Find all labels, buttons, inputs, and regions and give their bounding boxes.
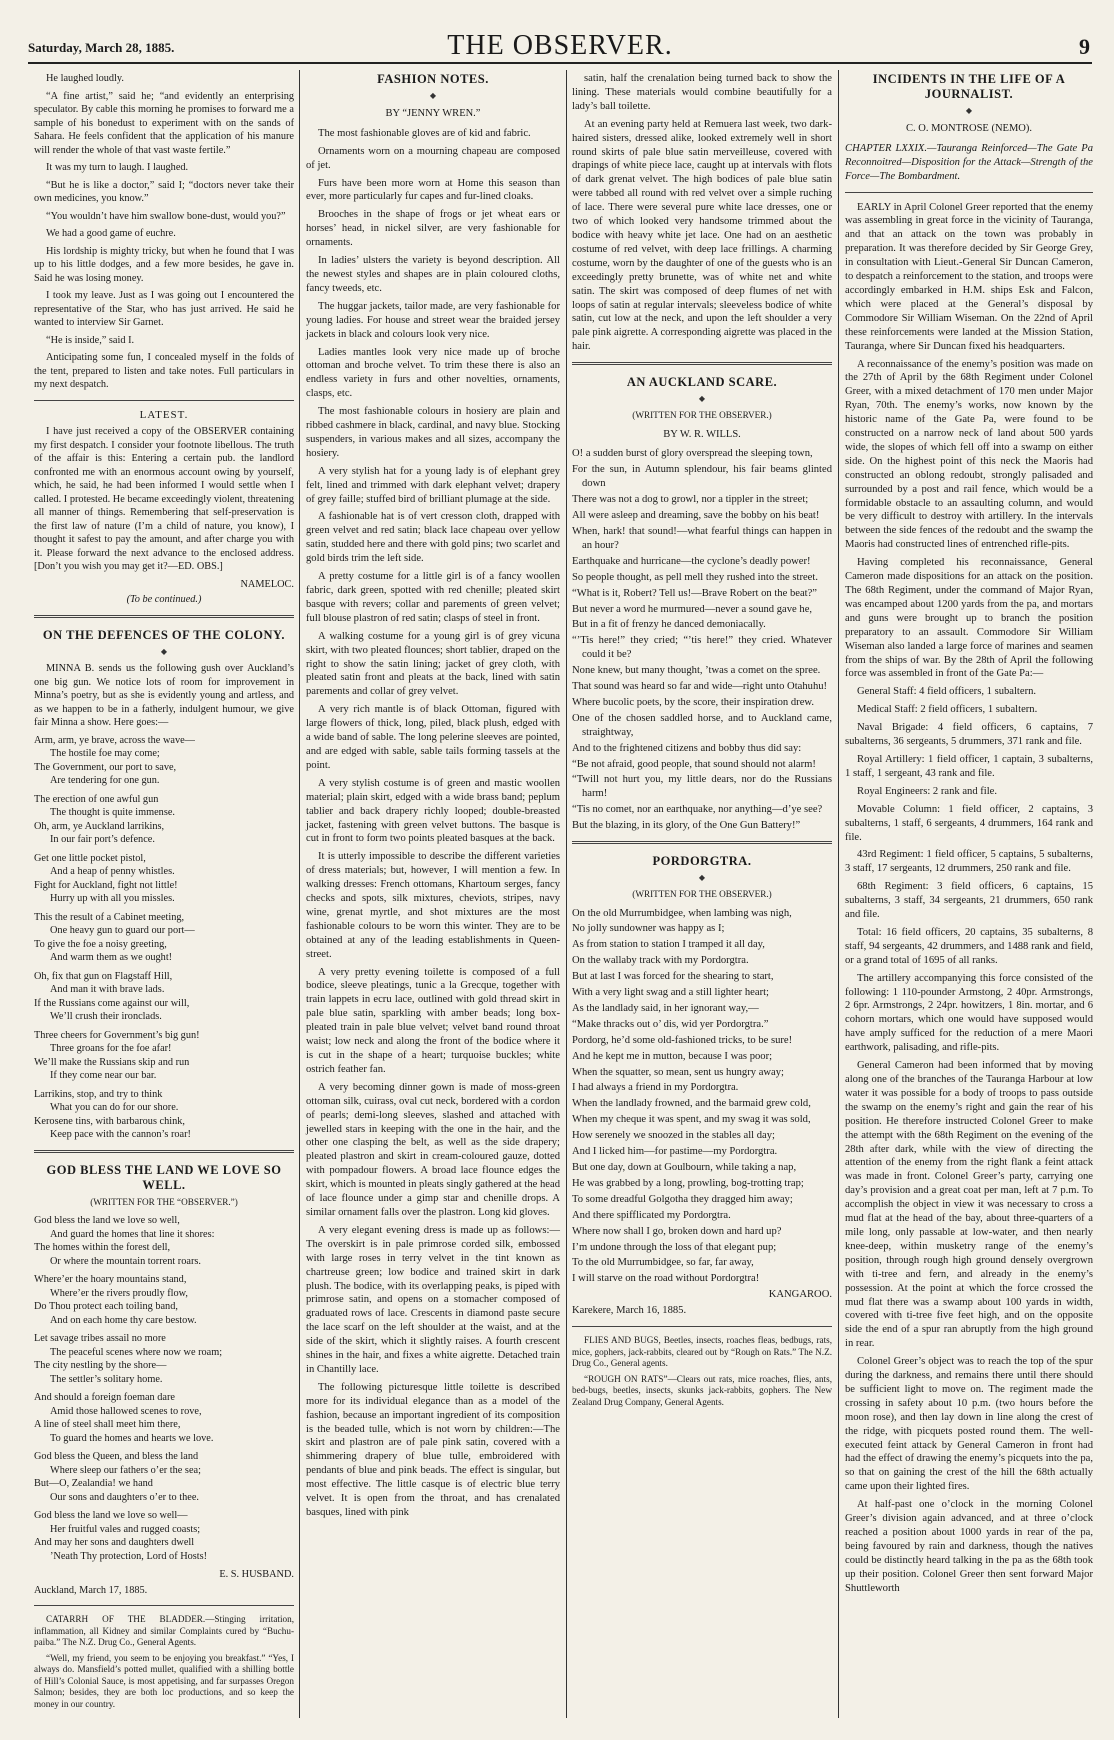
poem-line: Get one little pocket pistol,	[34, 852, 146, 864]
poem-line: Her fruitful vales and rugged coasts;	[50, 1523, 201, 1535]
poem-line: “Twill not hurt you, my little dears, nor do the Russians harm!	[572, 774, 832, 800]
poem-line: And on each home thy care bestow.	[50, 1314, 197, 1326]
latest-text: I have just received a copy of the OBSERVER containing my first despatch. I consider your footnote libellous. The truth of the affair is this: Entering a certain pub. the landlord confronted me with an enormous account owing by yourself, which, he said, he had been informed I would settle when I called. I protested. He became exceedingly violent, threatening all manner of things. Remembering that self-preservation is the first law of nature (I’m a child of nature, you know), I thought it safest to pay the amount, and after charge you with it. Please forward the next advance to the enclosed address. [Don’t you wish you may get it?—ED. OBS.]	[34, 426, 294, 572]
column-4	[845, 72, 1093, 1600]
paragraph: A pretty costume for a little girl is of a fancy woollen fabric, dark green, spotted with red chenille; pleated skirt basque with revers; collar and parements of green velvet; full blouse plastron of red satin; clasps of steel in front.	[306, 571, 560, 624]
poem-line: Where bucolic poets, by the score, their inspiration drew.	[572, 696, 815, 708]
poem-line: And man it with brave lads.	[50, 984, 165, 995]
poem-line: God bless the Queen, and bless the land	[34, 1451, 199, 1462]
stanza	[34, 1273, 294, 1327]
fashion-heading: FASHION NOTES.	[377, 72, 489, 86]
paragraph: A walking costume for a young girl is of grey vicuna skirt, with two pleated flounces; short tablier, draped on the right to show the satin lining; jacket of grey cloth, with pleated satin front and pleats at the back, lined with satin parements and collar of grey velvet.	[306, 630, 560, 698]
poem-line: So people thought, as pell mell they rushed into the street.	[572, 571, 818, 583]
poem-line: When the squatter, so mean, sent us hungry away;	[572, 1066, 784, 1078]
paragraph: The artillery accompanying this force consisted of the following: 1 110-pounder Armstong, 2 40pr. Armstrongs, 2 6pr. Armstrongs, 2 24pr. howitzers, 1 8in. mortar, and 6 cohorn mortars, which one would have supposed would have amply sufficed for the reduction of a mere Maori earthwork, palisading, and rifle-pits.	[845, 972, 1093, 1054]
pordorgtra-byline: (WRITTEN FOR THE OBSERVER.)	[632, 889, 772, 899]
column-2	[306, 72, 560, 1524]
poem-line: And should a foreign foeman dare	[34, 1392, 175, 1403]
poem-line: When the landlady frowned, and the barmaid grew cold,	[572, 1098, 811, 1110]
poem-line: As from station to station I tramped it all day,	[572, 939, 765, 951]
poem-line: The city nestling by the shore—	[34, 1360, 167, 1371]
poem-line: Are tendering for one gun.	[50, 775, 160, 786]
poem-line: “Make thracks out o’ dis, wid yer Pordorgtra.”	[572, 1018, 769, 1030]
stanza	[34, 1509, 294, 1563]
paragraph: In ladies’ ulsters the variety is beyond description. All the newest styles and shapes are in plain coloured cloths, fancy tweeds, etc.	[306, 255, 560, 294]
poem-line: I will starve on the road without Pordorgtra!	[572, 1273, 760, 1285]
paragraph: FLIES AND BUGS, Beetles, insects, roaches fleas, bedbugs, rats, mice, gophers, jack-rabbits, cleared out by “Rough on Rats.” The N.Z. Drug Co., General agents.	[572, 1335, 832, 1369]
poem-line: What you can do for our shore.	[50, 1102, 179, 1113]
poem-line: Three groans for the foe afar!	[50, 1043, 172, 1054]
journalist-author: C. O. MONTROSE (NEMO).	[906, 122, 1032, 134]
poem-line: As the landlady said, in her ignorant way,—	[572, 1002, 759, 1014]
poem-line: Where now shall I go, broken down and hard up?	[572, 1225, 782, 1237]
poem-line: God bless the land we love so well,	[34, 1215, 180, 1226]
godbless-byline: (WRITTEN FOR THE “OBSERVER.”)	[90, 1196, 238, 1207]
ornament: ◆	[698, 394, 706, 404]
paragraph: We had a good game of euchre.	[46, 228, 176, 239]
poem-line: If the Russians come against our will,	[34, 997, 190, 1009]
poem-line: On the old Murrumbidgee, when lambing was nigh,	[572, 907, 792, 919]
poem-line: Our sons and daughters o’er to thee.	[50, 1491, 199, 1503]
divider	[845, 192, 1093, 193]
poem-line: Pordorg, he’d some old-fashioned tricks, to be sure!	[572, 1034, 793, 1046]
column-rule	[838, 70, 839, 1718]
poem-line: He was grabbed by a long, prowling, bog-trotting trap;	[572, 1177, 804, 1189]
poem-line: And guard the homes that line it shores:	[50, 1228, 215, 1240]
poem-line: And there spifflicated my Pordorgtra.	[572, 1209, 731, 1221]
stanza	[34, 1029, 294, 1083]
poem-line: Where sleep our fathers o’er the sea;	[50, 1464, 201, 1476]
journalist-text	[845, 201, 1093, 682]
poem-line: ’Neath Thy protection, Lord of Hosts!	[50, 1550, 208, 1562]
paragraph: The following picturesque little toilette is described more for its individual elegance than as a model of the fashion, because an important ingredient of its composition is the beaded tulle, which is not worn by children:—The skirt and plastron are of pale pink satin, covered with a shimmering drapery of blue tulle, embroidered with pendants of blue and pink beads. The effect is singular, but most effective. The little casque is of electric blue terry velvet. It is open from the throat, and has crenalated basques, lined with pink	[306, 1381, 560, 1518]
poem-line: All were asleep and dreaming, save the bobby on his beat!	[572, 510, 820, 522]
poem-line: The peaceful scenes where now we roam;	[50, 1346, 223, 1358]
poem-line: How serenely we snoozed in the stables all day;	[572, 1130, 775, 1142]
paragraph: Colonel Greer’s object was to reach the top of the spur during the darkness, and remains there until there should be sufficient light to move on. The regiment made the crossing in safety about 10 p.m. (two hours before the moon rose), and then lay down in line along the crest of the ridge, with picquets posted round them. The well-executed feint attack by General Cameron in front had had the effect of drawing the enemy’s picquets into the pa, so that on gaining the crest of the hill the 68th actually came upon their lighted fires.	[845, 1356, 1093, 1493]
column-3	[572, 72, 832, 1412]
poem-line: When, hark! that sound!—what fearful things can happen in an hour?	[572, 525, 832, 551]
stanza	[34, 734, 294, 788]
defences-heading: ON THE DEFENCES OF THE COLONY.	[42, 627, 286, 642]
poem-line: But at last I was forced for the shearing to start,	[572, 971, 774, 983]
latest-heading: LATEST.	[139, 408, 189, 421]
poem-line: And I licked him—for pastime—my Pordorgtra.	[572, 1146, 778, 1158]
latest-signature: NAMELOC.	[240, 578, 294, 590]
stanza	[34, 1088, 294, 1142]
divider	[572, 841, 832, 844]
masthead	[28, 28, 1092, 64]
divider	[34, 1150, 294, 1153]
paragraph: A very stylish hat for a young lady is of elephant grey felt, lined and trimmed with dark elephant velvet; drapery of grey faille; stuffed bird of brilliant plumage at the side.	[306, 465, 560, 505]
pordorgtra-poem	[572, 907, 832, 1287]
poem-line: “’Tis here!” they cried; “’tis here!” they cried. Whatever could it be?	[572, 635, 832, 661]
poem-line: And a heap of penny whistles.	[50, 866, 175, 877]
column-rule	[299, 70, 300, 1718]
poem-line: But never a word he murmured—never a sound gave he,	[572, 603, 813, 615]
poem-line: The hostile foe may come;	[50, 748, 160, 759]
poem-line: To give the foe a noisy greeting,	[34, 938, 167, 950]
poem-line: In our fair port’s defence.	[50, 834, 155, 845]
paragraph: General Staff: 4 field officers, 1 subaltern.	[857, 686, 1037, 698]
paragraph: Movable Column: 1 field officer, 2 captains, 3 subalterns, 1 staff, 6 sergeants, 4 drummers, 164 rank and file.	[845, 803, 1093, 843]
paragraph: At an evening party held at Remuera last week, two dark-haired sisters, dressed alike, looked extremely well in short round skirts of pale blue satin merveilleuse, covered with drapings of white piece lace, caught up at intervals with flots of dark grenat velvet. The high bodices of pale blue satin were tabbed all round with red velvet over a simple ruching of lace. There were several pure white lace dresses, one or two of which looked very handsome trimmed about the bodice with heavy white jet lace. One had on an aesthetic costume of red velvet, with deep lace frillings. A charming costume, worn by the daughter of one of the guests who is an exceedingly pretty brunette, was of white net and white satin. The skirt was composed of deep flumes of net with loops of satin at regular intervals; sleeveless bodice of white satin, cut low at the neck, and upon the left shoulder a very pale pink aigrette. A corresponding aigrette was placed in the hair.	[572, 118, 832, 353]
stanza	[34, 1450, 294, 1504]
poem-line: Earthquake and hurricane—the cyclone’s deadly power!	[572, 555, 811, 567]
stanza	[34, 911, 294, 965]
pordorgtra-place: Karekere, March 16, 1885.	[572, 1305, 687, 1317]
poem-line: To the old Murrumbidgee, so far, far away,	[572, 1257, 754, 1269]
paragraph: It was my turn to laugh. I laughed.	[46, 162, 189, 173]
poem-line: None knew, but many thought, ’twas a comet on the spree.	[572, 665, 821, 677]
story-continuation	[34, 72, 294, 392]
poem-line: To some dreadful Golgotha they dragged him away;	[572, 1193, 793, 1205]
poem-line: “Be not afraid, good people, that sound should not alarm!	[572, 758, 816, 770]
scare-author: BY W. R. WILLS.	[663, 428, 741, 440]
paragraph: “But he is like a doctor,” said I; “doctors never take their own medicines, you know.”	[34, 179, 294, 204]
paragraph: 43rd Regiment: 1 field officer, 5 captains, 5 subalterns, 3 staff, 17 sergeants, 12 drummers, 250 rank and file.	[845, 849, 1093, 875]
poem-line: No jolly sundowner was happy as I;	[572, 923, 725, 935]
divider	[572, 1326, 832, 1327]
journalist-heading: INCIDENTS IN THE LIFE OF A JOURNALIST.	[872, 72, 1066, 101]
poem-line: If they come near our bar.	[50, 1070, 157, 1081]
poem-line: When my cheque it was spent, and my swag it was sold,	[572, 1114, 811, 1126]
scare-byline: (WRITTEN FOR THE OBSERVER.)	[632, 410, 772, 421]
paragraph: Having completed his reconnaissance, General Cameron made dispositions for an attack on the position. The 68th Regiment, under the command of Major Ryan, was encamped about 1200 yards from the pa, and mortars and guns were brought up to branch the position preparatory to an assault. Commodore Sir William Wiseman also landed a large force of marines and seamen from the ships of war. By the 28th of April the following force was assembled in front of the Gate Pa:—	[845, 557, 1093, 680]
fashion-byline: BY “JENNY WREN.”	[385, 107, 481, 119]
poem-line: That sound was heard so far and wide—right unto Otahuhu!	[572, 681, 828, 693]
paragraph: “You wouldn’t have him swallow bone-dust, would you?”	[46, 210, 286, 222]
paragraph: Furs have been more worn at Home this season than ever, more particularly fur capes and fur-lined cloaks.	[306, 177, 560, 203]
stanza	[34, 852, 294, 906]
godbless-place: Auckland, March 17, 1885.	[34, 1584, 148, 1596]
ornament: ◆	[160, 646, 168, 656]
poem-line: The erection of one awful gun	[34, 793, 159, 805]
paragraph: A reconnaissance of the enemy’s position was made on the 27th of April by the 68th Regiment under Colonel Greer, with a mixed detachment of 170 men under Major Ryan, 70th. The enemy’s works, now known by the historic name of the Gate Pa, were found to be constructed on a narrow neck of land about 500 yards wide, the slopes of which fell off into a swamp on either side. On the highest point of this neck the Maoris had constructed an oblong redoubt, strongly palisaded and surrounded by a post and rail fence, which would be a formidable obstacle to an assaulting column, and would be very difficult to destroy with artillery. In the intervals between the side fences of the redoubt and the swamp the Maoris had constructed lines of entrenched rifle-pits.	[845, 358, 1093, 551]
issue-date: Saturday, March 28, 1885.	[28, 40, 175, 55]
poem-line: The settler’s solitary home.	[50, 1373, 163, 1385]
poem-line: Let savage tribes assail no more	[34, 1333, 166, 1344]
fashion-continuation	[572, 72, 832, 354]
poem-line: Hurry up with all you missles.	[50, 893, 175, 904]
continued-note: (To be continued.)	[126, 594, 202, 605]
paragraph: Royal Engineers: 2 rank and file.	[857, 785, 998, 797]
ornament: ◆	[698, 873, 706, 883]
paragraph: Anticipating some fun, I concealed myself in the folds of the tent, prepared to listen and take notes. Full particulars in my next despatch.	[34, 352, 294, 390]
poem-line: Keep pace with the cannon’s roar!	[50, 1129, 191, 1140]
paragraph: General Cameron had been informed that by moving along one of the branches of the Tauranga Harbour at low water it was possible for a body of troops to pass outside the swamp on the enemy’s right and gain the rear of his position. He therefore instructed Colonel Greer to make the attempt with the 68th Regiment on the evening of the 28th after dark, while with the view of directing the attention of the enemy from the right flank a feint attack was made in front. Colonel Greer’s party, carrying one day’s provision and a great coat per man, left at 7 p.m. To accomplish the object in view it was necessary to cross a mud flat at the head of the bay, about three-quarters of a mile long, only passable at low-water, and then nearly knee-deep, within musketry range of the enemy’s position, through rough high ground densely overgrown with ti-tree and fern, and already in the enemy’s possession. At the point at which the force crossed the mud flat there was a swamp about 100 yards in width, covered with ti-tree five feet high, and on the opposite side the end of a spur ran abruptly from the high ground in rear.	[845, 1060, 1093, 1350]
paragraph: It is utterly impossible to describe the different varieties of dress materials; but, however, I will mention a few. In walking dresses: French ottomans, Khartoum serges, fancy checks and spots, silk mixtures, cheviots, stripes, navy wine, grenat myrtle, and shot mixtures are the most fashionable colours to be worn this winter. They are to be obtained at any of the leading establishments in Queen-street.	[306, 851, 560, 960]
poem-line: The thought is quite immense.	[50, 807, 175, 818]
paragraph: 68th Regiment: 3 field officers, 6 captains, 15 subalterns, 3 staff, 34 sergeants, 21 drummers, 650 rank and file.	[845, 881, 1093, 921]
paragraph: Royal Artillery: 1 field officer, 1 captain, 3 subalterns, 1 staff, 1 sergeant, 43 rank and file.	[845, 753, 1093, 779]
pordorgtra-signature: KANGAROO.	[768, 1289, 832, 1301]
paragraph: A very becoming dinner gown is made of moss-green ottoman silk, cuirass, oval cut neck, bordered with a cordon of pearls; demi-long sleeves, slashed and attached with jewelled stars in keeping with the one in the hair, and the other one clasping the belt, as well as the side drapery; pleated plastron and skirt in cream-coloured gauze, dotted with pompadour flowers. A broad lace flounce edges the skirt, which is mounted in pleats singly gathered at the head of lace flounce under a gimp star and chenille drops. A similar ornament falls over the plastron. Long kid gloves.	[306, 1081, 560, 1218]
poem-line: We’ll crush their ironclads.	[50, 1011, 162, 1022]
poem-line: There was not a dog to growl, nor a tippler in the street;	[572, 494, 809, 506]
stanza	[34, 1391, 294, 1445]
paragraph: “He is inside,” said I.	[46, 334, 135, 346]
poem-line: This the result of a Cabinet meeting,	[34, 911, 185, 923]
poem-line: We’ll make the Russians skip and run	[34, 1056, 190, 1068]
fashion-notes	[306, 127, 560, 1520]
advertisements	[572, 1335, 832, 1408]
godbless-heading: GOD BLESS THE LAND WE LOVE SO WELL.	[46, 1162, 282, 1192]
defences-intro: MINNA B. sends us the following gush over Auckland’s one big gun. We notice lots of room for improvement in Minna’s poetry, but as she is evidently young and artless, and as we happen to be in a fatherly, indulgent humour, we give fair Minna a show. Here goes:—	[34, 663, 294, 728]
poem-line: O! a sudden burst of glory overspread the sleeping town,	[572, 448, 813, 460]
paragraph: I took my leave. Just as I was going out I encountered the representative of the Star, who has just arrived. He said he wanted to interview Sir Garnet.	[34, 290, 294, 328]
scare-heading: AN AUCKLAND SCARE.	[626, 375, 778, 390]
poem-line: With a very light swag and a still lighter heart;	[572, 987, 769, 999]
poem-line: And to the frightened citizens and bobby thus did say:	[572, 742, 802, 754]
divider	[34, 1605, 294, 1606]
poem-line: I’m undone through the loss of that elegant pup;	[572, 1241, 777, 1253]
paragraph: CATARRH OF THE BLADDER.—Stinging irritation, inflammation, all Kidney and similar Complaints cured by “Buchu-paiba.” The N.Z. Drug Co., General Agents.	[34, 1614, 294, 1647]
paragraph: satin, half the crenalation being turned back to show the lining. These materials would combine beautifully for a lady’s ball toilette.	[572, 73, 832, 112]
column-1	[34, 72, 294, 1714]
paragraph: “A fine artist,” said he; “and evidently an enterprising speculator. By cable this morning he promises to forward me a sample of his bonedust to experiment with on the sands of Sahara. He feels confident that the application of his manure will render the whole of that vast waste fertile.”	[34, 90, 294, 156]
poem-line: Amid those hallowed scenes to rove,	[50, 1405, 202, 1417]
page-number: 9	[1079, 34, 1090, 59]
poem-line: One of the chosen saddled horse, and to Auckland came, straightway,	[572, 712, 832, 738]
poem-line: Fight for Auckland, fight not little!	[34, 879, 178, 891]
scare-poem	[572, 447, 832, 833]
paragraph: The most fashionable colours in hosiery are plain and ribbed cashmere in black, cardinal, and navy blue. Stocking suspenders, in various makes and all sizes, accompany the hosiery.	[306, 406, 560, 459]
stanza	[34, 793, 294, 847]
paragraph: His lordship is mighty tricky, but when he found that I was up to his little dodges, and a few more besides, he gave in. Said he was losing money.	[34, 245, 294, 284]
poem-line: Kerosene tins, with barbarous chink,	[34, 1115, 185, 1127]
poem-line: For the sun, in Autumn splendour, his fair beams glinted down	[572, 464, 832, 490]
poem-line: Where’er the hoary mountains stand,	[34, 1274, 187, 1285]
paragraph: “ROUGH ON RATS”—Clears out rats, mice roaches, flies, ants, bed-bugs, beetles, insects, skunks jack-rabbits, gophers. The New Zealand Drug Company, General Agents.	[572, 1373, 832, 1407]
poem-line: And he kept me in mutton, because I was poor;	[572, 1050, 773, 1062]
paragraph: The huggar jackets, tailor made, are very fashionable for young ladies. For house and street wear the braided jersey jackets in black and colours look very nice.	[306, 300, 560, 340]
poem-line: Do Thou protect each toiling band,	[34, 1301, 178, 1312]
paragraph: A very elegant evening dress is made up as follows:—The overskirt is in pale primrose corded silk, embossed with large roses in terry velvet in the tint known as chartreuse green; low bodice and trained skirt in dark plush. The bodice, with its overlapping peaks, is piped with primrose satin, and opens on a stomacher composed of graduated rows of lace. Crescents in diamond paste secure the lace scarf on the left shoulder at the waist, and at the side of the skirt, which it slightly raises. A fourth crescent shines in the hair, and fixes a white aigrette. Detached train in Chantilly lace.	[306, 1224, 560, 1375]
poem-line: One heavy gun to guard our port—	[50, 925, 195, 936]
poem-line: And warm them as we ought!	[50, 952, 173, 963]
poem-line: “Tis no comet, nor an earthquake, nor anything—d’ye see?	[572, 804, 823, 816]
poem-line: Oh, arm, ye Auckland larrikins,	[34, 820, 165, 832]
poem-line: God bless the land we love so well—	[34, 1510, 188, 1521]
paragraph: Brooches in the shape of frogs or jet wheat ears or horses’ head, in nickel silver, are very fashionable for ornaments.	[306, 209, 560, 249]
poem-line: To guard the homes and hearts we love.	[50, 1432, 214, 1444]
advertisements	[34, 1614, 294, 1710]
paragraph: Ladies mantles look very nice made up of broche ottoman and broche velvet. To trim these there is also an endless variety in furs and other novelties, ornaments, clasps, etc.	[306, 346, 560, 400]
stanza	[34, 970, 294, 1024]
poem-line: Arm, arm, ye brave, across the wave—	[34, 734, 195, 746]
ornament: ◆	[429, 91, 437, 100]
paragraph: “Well, my friend, you seem to be enjoying you breakfast.” “Yes, I always do. Mansfield’s potted mullet, qualified with a shilling bottle of Hill’s Colonial Sauce, is most appetising, and far surpasses Oregon Salmon; besides, they are both loc productions, and so keep the money in our country.	[34, 1652, 294, 1709]
stanza	[34, 1332, 294, 1386]
paragraph: He laughed loudly.	[46, 73, 124, 84]
poem-line: Three cheers for Government’s big gun!	[34, 1029, 200, 1041]
divider	[34, 400, 294, 401]
paragraph: At half-past one o’clock in the morning Colonel Greer’s division again advanced, and at three o’clock reached a position about 1000 yards in rear of the pa, being favoured by rain and darkness, though the natives could be distinctly heard talking in the pa as the 68th took up their position. Colonel Greer then sent forward Major Shuttleworth	[845, 1499, 1093, 1594]
poem-line: Where’er the rivers proudly flow,	[50, 1287, 188, 1299]
journalist-text-continued	[845, 972, 1093, 1596]
poem-line: But in a fit of frenzy he danced demoniacally.	[572, 619, 766, 631]
stanza	[34, 1214, 294, 1268]
paragraph: EARLY in April Colonel Greer reported that the enemy was assembling in great force in the vicinity of Tauranga, and that an attack on the town was probably in preparation. It was therefore decided by Sir George Grey, in consultation with Lieut.-General Sir Duncan Cameron, to despatch a reinforcement to the station, and troops were accordingly embarked in H.M. ships Esk and Falcon, which were placed at the General’s disposal by Commodore Sir William Wiseman. On the 22nd of April these reinforcements were landed at the Mission Station, Tauranga, where Sir Duncan fixed his headquarters.	[845, 201, 1093, 352]
poem-line: I had always a friend in my Pordorgtra.	[572, 1082, 739, 1094]
poem-line: “What is it, Robert? Tell us!—Brave Robert on the beat?”	[572, 587, 817, 599]
poem-line: And may her sons and daughters dwell	[34, 1537, 195, 1548]
poem-line: A line of steel shall meet him there,	[34, 1419, 181, 1430]
paragraph: Total: 16 field officers, 20 captains, 35 subalterns, 8 staff, 94 sergeants, 42 drummers, and 1488 rank and field, or a grand total of 1695 of all ranks.	[845, 926, 1093, 966]
divider	[572, 362, 832, 365]
ornament: ◆	[965, 106, 973, 115]
defences-poem	[34, 734, 294, 1142]
poem-line: Oh, fix that gun on Flagstaff Hill,	[34, 970, 173, 982]
pordorgtra-heading: PORDORGTRA.	[652, 854, 752, 869]
poem-line: Or where the mountain torrent roars.	[50, 1255, 201, 1267]
poem-line: On the wallaby track with my Pordorgtra.	[572, 955, 749, 967]
divider	[34, 615, 294, 618]
paragraph: The most fashionable gloves are of kid and fabric.	[318, 127, 531, 139]
godbless-poem	[34, 1214, 294, 1563]
poem-line: The homes within the forest dell,	[34, 1242, 171, 1253]
poem-line: Larrikins, stop, and try to think	[34, 1088, 163, 1100]
godbless-signature: E. S. HUSBAND.	[219, 1569, 294, 1580]
paragraph: Medical Staff: 2 field officers, 1 subaltern.	[857, 704, 1038, 716]
poem-line: But the blazing, in its glory, of the One Gun Battery!”	[572, 820, 801, 832]
paragraph: A very pretty evening toilette is composed of a full bodice, sleeve pleatings, tunic a la Grecque, together with train lappets in ecru lace, outlined with gold thread skirt in pale blue satin, sparkling with amber beads; long box-pleated train in pale blue velvet; velvet band round throat waist; low neck and along the front of the bodice where it is cut in the shape of a heart; turquoise buckles; white ostrich feather fan.	[306, 966, 560, 1075]
newspaper-title: THE OBSERVER.	[447, 30, 673, 61]
paragraph: A fashionable hat is of vert cresson cloth, drapped with green velvet and red satin; black lace chapeau over yellow satin, studded here and there with gold pins; two scarlet and gold birds trim the left side.	[306, 511, 560, 565]
paragraph: A very rich mantle is of black Ottoman, figured with large flowers of thick, long, piled, black plush, edged with a wide band of sable. The long pelerine sleeves are pointed, and are edged with sable, sable tails forming tassels at the point.	[306, 704, 560, 771]
poem-line: But—O, Zealandia! we hand	[34, 1478, 153, 1489]
force-list	[845, 685, 1093, 967]
chapter-summary: CHAPTER LXXIX.—Tauranga Reinforced—The Gate Pa Reconnoitred—Disposition for the Attack—Strength of the Force—The Bombardment.	[845, 142, 1093, 182]
poem-line: But one day, down at Goulbourn, while taking a nap,	[572, 1162, 797, 1173]
column-rule	[566, 70, 567, 1718]
paragraph: Naval Brigade: 4 field officers, 6 captains, 7 subalterns, 36 sergeants, 5 drummers, 371 rank and file.	[845, 722, 1093, 748]
poem-line: The Government, our port to save,	[34, 761, 177, 773]
paragraph: A very stylish costume is of green and mastic woollen material; plain skirt, edged with a wide brass band; peplum tablier and back drapery richly looped; double-breasted jacket, fastening with green velvet buttons. The basque is cut in front to form two points pleated basques at the back.	[306, 777, 560, 845]
paragraph: Ornaments worn on a mourning chapeau are composed of jet.	[306, 145, 560, 171]
